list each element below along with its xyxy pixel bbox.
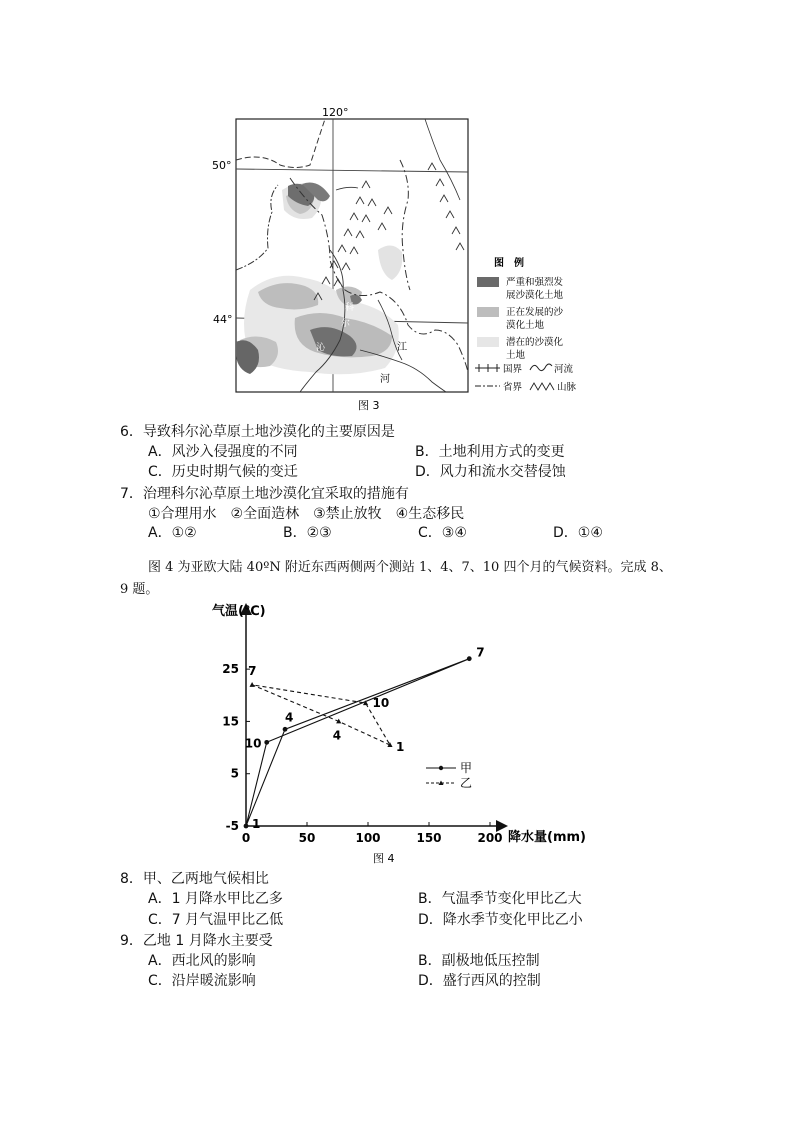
data-label-month: 7: [248, 663, 257, 678]
q8-option-b[interactable]: B．气温季节变化甲比乙大: [418, 891, 582, 907]
q8-option-d[interactable]: D．降水季节变化甲比乙小: [418, 912, 583, 928]
figure4-caption: 图 4: [373, 852, 395, 865]
q8-option-c[interactable]: C．7 月气温甲比乙低: [148, 912, 284, 928]
data-point: [264, 740, 269, 745]
x-tick-label: 150: [416, 831, 442, 845]
legend-series-jia: 甲: [460, 761, 473, 775]
data-label-month: 4: [332, 728, 342, 743]
series-line-jia: [246, 659, 469, 826]
x-tick-label: 50: [298, 831, 316, 845]
q9-option-c[interactable]: C．沿岸暖流影响: [148, 973, 256, 989]
data-label-month: 1: [395, 739, 405, 754]
q8-option-a[interactable]: A．1 月降水甲比乙多: [148, 891, 283, 907]
legend-item3-line1: 潜在的沙漠化: [506, 337, 564, 348]
legend-item3-line2: 土地: [506, 350, 526, 361]
q7-option-d[interactable]: D．①④: [553, 525, 603, 541]
legend-border: 国界: [503, 364, 523, 375]
q6-option-b[interactable]: B．土地利用方式的变更: [415, 444, 565, 460]
figure4-intro-line2: 9 题。: [120, 582, 159, 597]
legend-title: 图 例: [494, 258, 524, 269]
q7-option-a[interactable]: A．①②: [148, 525, 197, 541]
y-axis-label: 气温(℃): [212, 604, 266, 619]
q9-stem: 9．乙地 1 月降水主要受: [120, 933, 273, 949]
y-tick-label: -5: [225, 819, 239, 833]
map-label-he: 河: [380, 374, 390, 385]
x-tick-label: 200: [477, 831, 503, 845]
series-line-yi: [252, 685, 390, 745]
latitude-label-50: 50°: [212, 159, 232, 172]
q6-option-a[interactable]: A．风沙入侵强度的不同: [148, 444, 298, 460]
y-tick-label: 25: [222, 662, 239, 677]
longitude-label: 120°: [322, 106, 349, 119]
figure4-chart: [0, 595, 794, 870]
data-label-month: 10: [372, 696, 390, 711]
legend-series-yi: 乙: [460, 776, 473, 790]
data-label-month: 10: [244, 736, 262, 751]
figure3-map: [0, 0, 794, 420]
legend-item1-line2: 展沙漠化土地: [506, 290, 564, 301]
data-label-month: 4: [285, 710, 294, 725]
legend-item1-line1: 严重和强烈发: [506, 277, 564, 288]
q9-option-a[interactable]: A．西北风的影响: [148, 953, 256, 969]
figure3-caption: 图 3: [358, 399, 380, 412]
q8-stem: 8．甲、乙两地气候相比: [120, 871, 269, 887]
y-tick-label: 15: [222, 714, 239, 729]
map-label-jiang: 江: [397, 342, 407, 353]
latitude-label-44: 44°: [213, 313, 233, 326]
data-point: [244, 824, 249, 829]
legend-item2-line2: 漠化土地: [506, 320, 545, 331]
data-label-month: 1: [252, 817, 261, 831]
x-tick-label: 0: [241, 831, 251, 845]
data-point: [467, 656, 472, 661]
data-point: [283, 727, 288, 732]
x-tick-label: 100: [355, 831, 381, 845]
q7-option-c[interactable]: C．③④: [418, 525, 467, 541]
map-label-ke: 科: [345, 303, 355, 313]
map-label-qin: 沁: [316, 343, 326, 353]
legend-mountain: 山脉: [557, 382, 577, 393]
map-label-er: 尔: [341, 319, 351, 329]
data-point: [250, 682, 255, 687]
y-tick-label: 5: [230, 766, 239, 781]
q9-option-b[interactable]: B．副极地低压控制: [418, 953, 540, 969]
figure4-intro-line1: 图 4 为亚欧大陆 40ºN 附近东西两侧两个测站 1、4、7、10 四个月的气候资料。完成 8、: [148, 560, 672, 575]
map-legend: [475, 256, 577, 393]
q7-option-b[interactable]: B．②③: [283, 525, 332, 541]
legend-item2-line1: 正在发展的沙: [506, 307, 564, 318]
x-axis-label: 降水量(mm): [508, 830, 586, 845]
q7-stem: 7．治理科尔沁草原土地沙漠化宜采取的措施有: [120, 486, 409, 502]
legend-river: 河流: [554, 364, 574, 375]
legend-province: 省界: [503, 382, 523, 393]
q9-option-d[interactable]: D．盛行西风的控制: [418, 973, 541, 989]
q6-option-c[interactable]: C．历史时期气候的变迁: [148, 464, 298, 480]
chart-legend: [426, 761, 472, 790]
data-label-month: 7: [476, 645, 485, 660]
q6-stem: 6．导致科尔沁草原土地沙漠化的主要原因是: [120, 424, 395, 440]
q6-option-d[interactable]: D．风力和流水交替侵蚀: [415, 464, 566, 480]
q7-items: ①合理用水 ②全面造林 ③禁止放牧 ④生态移民: [148, 506, 465, 522]
